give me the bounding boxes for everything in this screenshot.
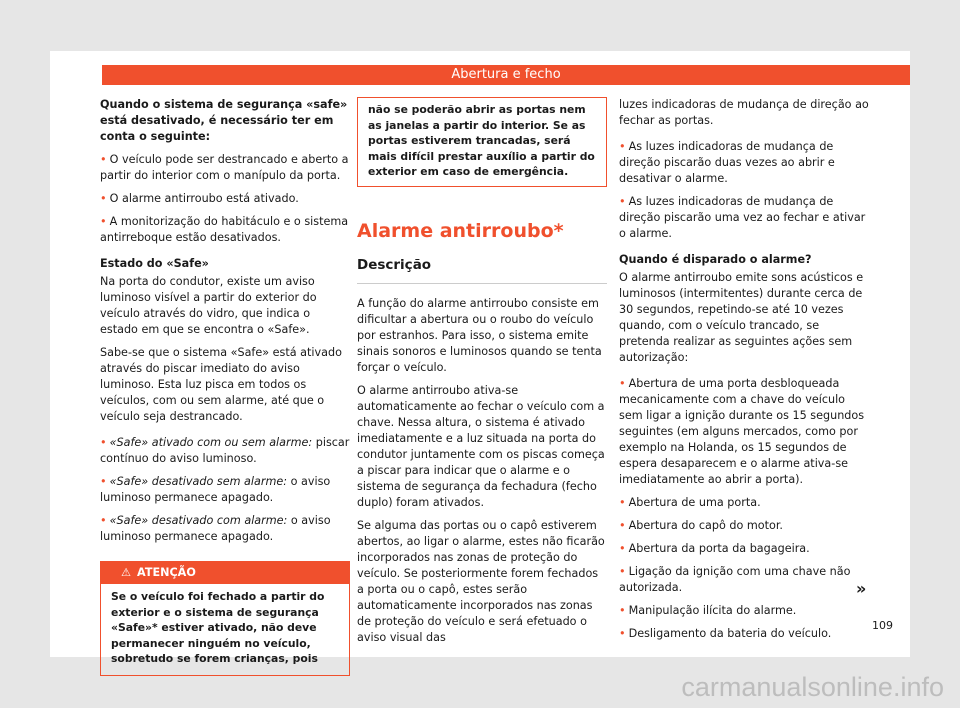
- list-item: • As luzes indicadoras de mudança de direção piscarão duas vezes ao abrir e desativar o alarme.: [619, 140, 835, 185]
- paragraph: Sabe-se que o sistema «Safe» está ativado através do piscar imediato do aviso luminoso. Esta luz pisca em todos os veículos, com ou sem alarme, até que o veículo seja destrancado.: [100, 346, 342, 423]
- list-item: • Abertura de uma porta.: [619, 496, 761, 509]
- list-item: • O veículo pode ser destrancado e aberto a partir do interior com o manípulo da porta.: [100, 153, 349, 182]
- list-item: • Manipulação ilícita do alarme.: [619, 604, 797, 617]
- warning-triangle-icon: ⚠: [121, 566, 132, 579]
- warning-box: [100, 561, 350, 676]
- intro-heading: Quando o sistema de segurança «safe» está desativado, é necessário ter em conta o seguinte:: [100, 98, 348, 143]
- list-item: • «Safe» ativado com ou sem alarme: piscar contínuo do aviso luminoso.: [100, 436, 350, 465]
- paragraph: Na porta do condutor, existe um aviso luminoso visível a partir do exterior do veículo através do vidro, que indica o estado em que se encontra o «Safe».: [100, 275, 317, 336]
- state-heading: Estado do «Safe»: [100, 257, 209, 270]
- column-middle: [357, 97, 607, 653]
- list-item: • Ligação da ignição com uma chave não autorizada.: [619, 565, 851, 594]
- list-item: • As luzes indicadoras de mudança de direção piscarão uma vez ao fechar e ativar o alarme.: [619, 195, 866, 240]
- column-left: [100, 97, 350, 676]
- paragraph: Se alguma das portas ou o capô estiverem abertos, ao ligar o alarme, estes não ficarão incorporados nas zonas de proteção do veículo. Se posteriormente forem fechados a porta ou o capô, estes serão automaticamente incorporados nas zonas de proteção do veículo e será efetuado o aviso visual das: [357, 518, 605, 644]
- warning-text: Se o veículo foi fechado a partir do exterior e o sistema de segurança «Safe»* estiver ativado, não deve permanecer ninguém no veículo, sobretudo se forem crianças, pois: [111, 590, 325, 665]
- paragraph: A função do alarme antirroubo consiste em dificultar a abertura ou o roubo do veículo por estranhos. Para isso, o sistema emite sinais sonoros e luminosos quando se tenta forçar o veículo.: [357, 296, 602, 374]
- continued-arrow-icon: »: [856, 579, 867, 598]
- list-item: • O alarme antirroubo está ativado.: [100, 192, 299, 205]
- list-item: • A monitorização do habitáculo e o sistema antirreboque estão desativados.: [100, 215, 349, 244]
- trigger-heading: Quando é disparado o alarme?: [619, 253, 812, 266]
- warning-header: ⚠ ATENÇÃO: [101, 562, 349, 584]
- list-item: • «Safe» desativado com alarme: o aviso luminoso permanece apagado.: [100, 514, 331, 543]
- paragraph: O alarme antirroubo emite sons acústicos e luminosos (intermitentes) durante cerca de 30 segundos, repetindo-se até 10 vezes quando, com o veículo trancado, se pretenda realizar as seguintes ações sem autorização:: [619, 271, 864, 364]
- subsection-title: Descrição: [357, 255, 607, 284]
- list-item: • Abertura de uma porta desbloqueada mecanicamente com a chave do veículo sem ligar a ignição durante os 15 segundos seguintes (em alguns mercados, como por exemplo na Holanda, os 15 segundos de espera desaparecem e o alarme ativa-se imediatamente ao abrir a porta).: [619, 377, 865, 486]
- list-item: • Abertura da porta da bagageira.: [619, 542, 810, 555]
- paragraph: luzes indicadoras de mudança de direção ao fechar as portas.: [619, 98, 869, 127]
- paragraph: O alarme antirroubo ativa-se automaticamente ao fechar o veículo com a chave. Nessa altura, o sistema é ativado imediatamente e a luz situada na porta do condutor juntamente com os piscas começa a piscar para indicar que o alarme e o sistema de segurança da fechadura (fecho duplo) foram ativados.: [357, 383, 605, 509]
- list-item: • Abertura do capô do motor.: [619, 519, 783, 532]
- column-right: [619, 97, 869, 649]
- watermark: carmanualsonline.info: [681, 672, 944, 702]
- list-item: • Desligamento da bateria do veículo.: [619, 627, 832, 640]
- page-header: Abertura e fecho: [102, 65, 910, 85]
- page-number: 109: [872, 619, 893, 632]
- warning-box-continued: não se poderão abrir as portas nem as janelas a partir do interior. Se as portas estiverem trancadas, será mais difícil prestar auxílio a partir do exterior em caso de emergência.: [357, 97, 607, 187]
- manual-page: [50, 51, 910, 665]
- section-title: Alarme antirroubo*: [357, 219, 564, 242]
- list-item: • «Safe» desativado sem alarme: o aviso luminoso permanece apagado.: [100, 475, 331, 504]
